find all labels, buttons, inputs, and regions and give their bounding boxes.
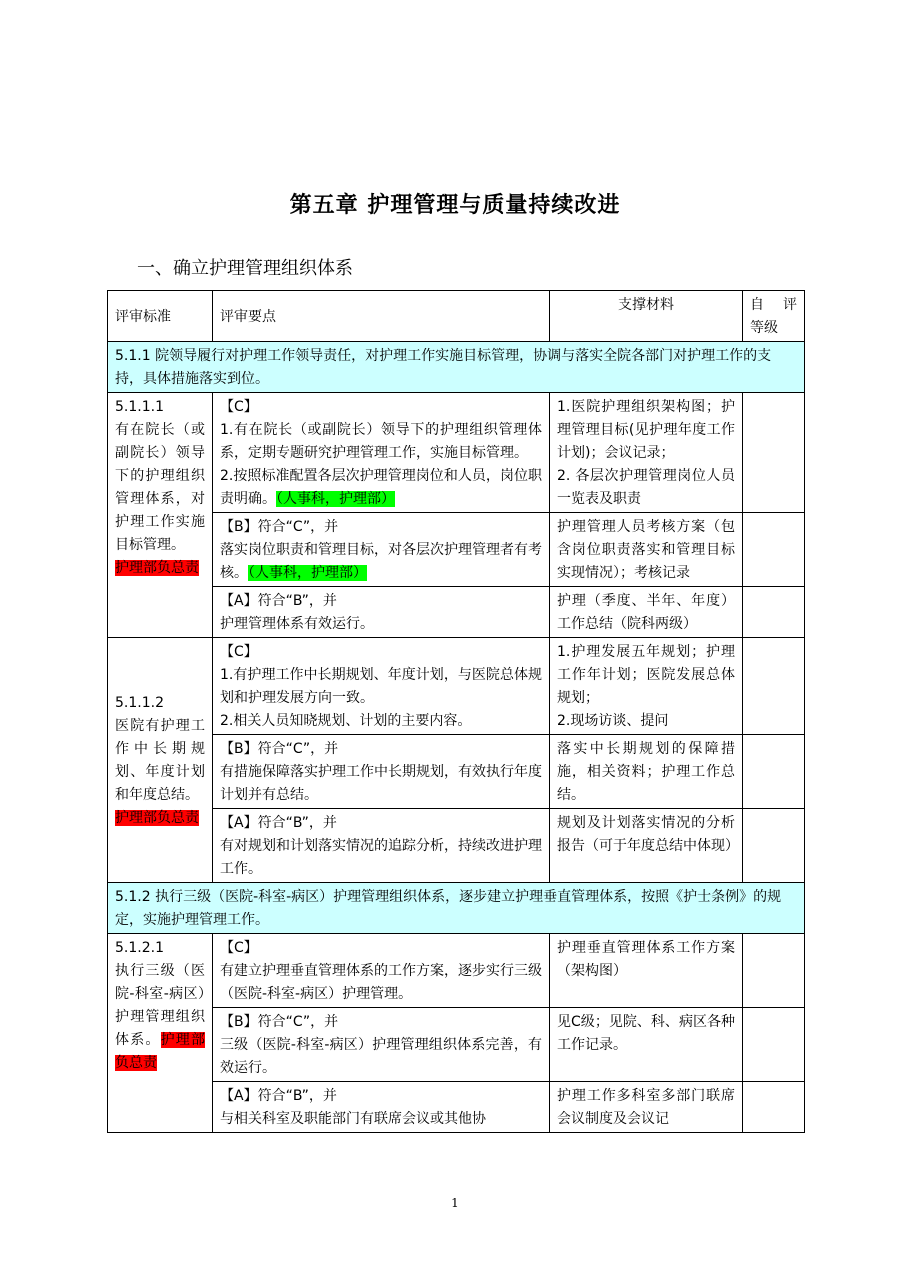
self-grade-cell[interactable] — [743, 393, 805, 513]
self-grade-cell[interactable] — [743, 1008, 805, 1082]
header-points: 评审要点 — [213, 291, 550, 342]
points-cell — [213, 513, 550, 587]
standard-cell — [108, 638, 213, 883]
standard-text: 5.1.1.2 医院有护理工作中长期规划、年度计划和年度总结。 — [115, 695, 205, 803]
standard-text: 5.1.1.1 有在院长（或副院长）领导下的护理组织管理体系，对护理工作实施目标管理。 — [115, 399, 205, 553]
materials-cell: 护理垂直管理体系工作方案（架构图） — [550, 934, 743, 1008]
materials-cell: 护理管理人员考核方案（包含岗位职责落实和管理目标实现情况）；考核记录 — [550, 513, 743, 587]
page-number: 1 — [451, 1196, 459, 1210]
page-title: 第五章 护理管理与质量持续改进 — [289, 193, 621, 218]
table-row — [108, 513, 805, 587]
materials-cell: 护理工作多科室多部门联席会议制度及会议记 — [550, 1082, 743, 1133]
points-cell: 【B】符合“C”，并 三级（医院-科室-病区）护理管理组织体系完善，有效运行。 — [213, 1008, 550, 1082]
table-row — [108, 934, 805, 1008]
header-materials: 支撑材料 — [550, 291, 743, 342]
dept-highlight: （人事科，护理部） — [248, 565, 367, 581]
points-cell: 【C】 有建立护理垂直管理体系的工作方案，逐步实行三级（医院-科室-病区）护理管理。 — [213, 934, 550, 1008]
table-row — [108, 1082, 805, 1133]
table-row — [108, 809, 805, 883]
points-cell: 【B】符合“C”，并 有措施保障落实护理工作中长期规划，有效执行年度计划并有总结。 — [213, 735, 550, 809]
table-row — [108, 735, 805, 809]
materials-cell: 1.医院护理组织架构图；护理管理目标(见护理年度工作计划)；会议记录； 2. 各层次护理管理岗位人员一览表及职责 — [550, 393, 743, 513]
points-cell — [213, 393, 550, 513]
self-grade-cell[interactable] — [743, 1082, 805, 1133]
responsibility-badge: 护理部负总责 — [115, 1032, 206, 1071]
self-grade-cell[interactable] — [743, 638, 805, 735]
standard-cell — [108, 393, 213, 638]
self-grade-cell[interactable] — [743, 735, 805, 809]
responsibility-badge: 护理部负总责 — [115, 560, 199, 576]
table-row — [108, 587, 805, 638]
table-row — [108, 638, 805, 735]
materials-cell: 见C级；见院、科、病区各种工作记录。 — [550, 1008, 743, 1082]
standard-text: 5.1.2.1 执行三级（医院-科室-病区）护理管理组织体系。 — [115, 940, 205, 1048]
points-text: 【B】符合“C”，并 落实岗位职责和管理目标，对各层次护理管理者有考核。 — [220, 519, 542, 581]
section-text: 5.1.1 院领导履行对护理工作领导责任，对护理工作实施目标管理，协调与落实全院各部门对护理工作的支持，具体措施落实到位。 — [108, 342, 805, 393]
responsibility-badge: 护理部负总责 — [115, 810, 199, 826]
materials-cell: 1.护理发展五年规划；护理工作年计划；医院发展总体规划； 2.现场访谈、提问 — [550, 638, 743, 735]
points-cell: 【A】符合“B”，并 护理管理体系有效运行。 — [213, 587, 550, 638]
dept-highlight: （人事科，护理部） — [276, 491, 395, 507]
points-cell: 【C】 1.有护理工作中长期规划、年度计划，与医院总体规划和护理发展方向一致。 2.相关人员知晓规划、计划的主要内容。 — [213, 638, 550, 735]
table-row — [108, 1008, 805, 1082]
self-grade-cell[interactable] — [743, 587, 805, 638]
materials-cell: 护理（季度、半年、年度）工作总结（院科两级） — [550, 587, 743, 638]
table-header-row — [108, 291, 805, 342]
materials-cell: 规划及计划落实情况的分析报告（可于年度总结中体现） — [550, 809, 743, 883]
self-grade-cell[interactable] — [743, 513, 805, 587]
section-row — [108, 883, 805, 934]
standard-cell — [108, 934, 213, 1133]
points-text: 【C】 1.有在院长（或副院长）领导下的护理组织管理体系，定期专题研究护理管理工作，实施目标管理。 2.按照标准配置各层次护理管理岗位和人员，岗位职责明确。 — [220, 399, 542, 507]
self-grade-cell[interactable] — [743, 809, 805, 883]
points-cell: 【A】符合“B”，并 与相关科室及职能部门有联席会议或其他协 — [213, 1082, 550, 1133]
materials-cell: 落实中长期规划的保障措施，相关资料；护理工作总结。 — [550, 735, 743, 809]
self-grade-cell[interactable] — [743, 934, 805, 1008]
section-row — [108, 342, 805, 393]
header-self-grade: 自 评 等级 — [743, 291, 805, 342]
section-text: 5.1.2 执行三级（医院-科室-病区）护理管理组织体系，逐步建立护理垂直管理体系，按照《护士条例》的规定，实施护理管理工作。 — [108, 883, 805, 934]
header-standard: 评审标准 — [108, 291, 213, 342]
points-cell: 【A】符合“B”，并 有对规划和计划落实情况的追踪分析，持续改进护理工作。 — [213, 809, 550, 883]
section-heading: 一、确立护理管理组织体系 — [137, 258, 353, 279]
review-standards-table — [107, 290, 805, 1133]
table-row — [108, 393, 805, 513]
